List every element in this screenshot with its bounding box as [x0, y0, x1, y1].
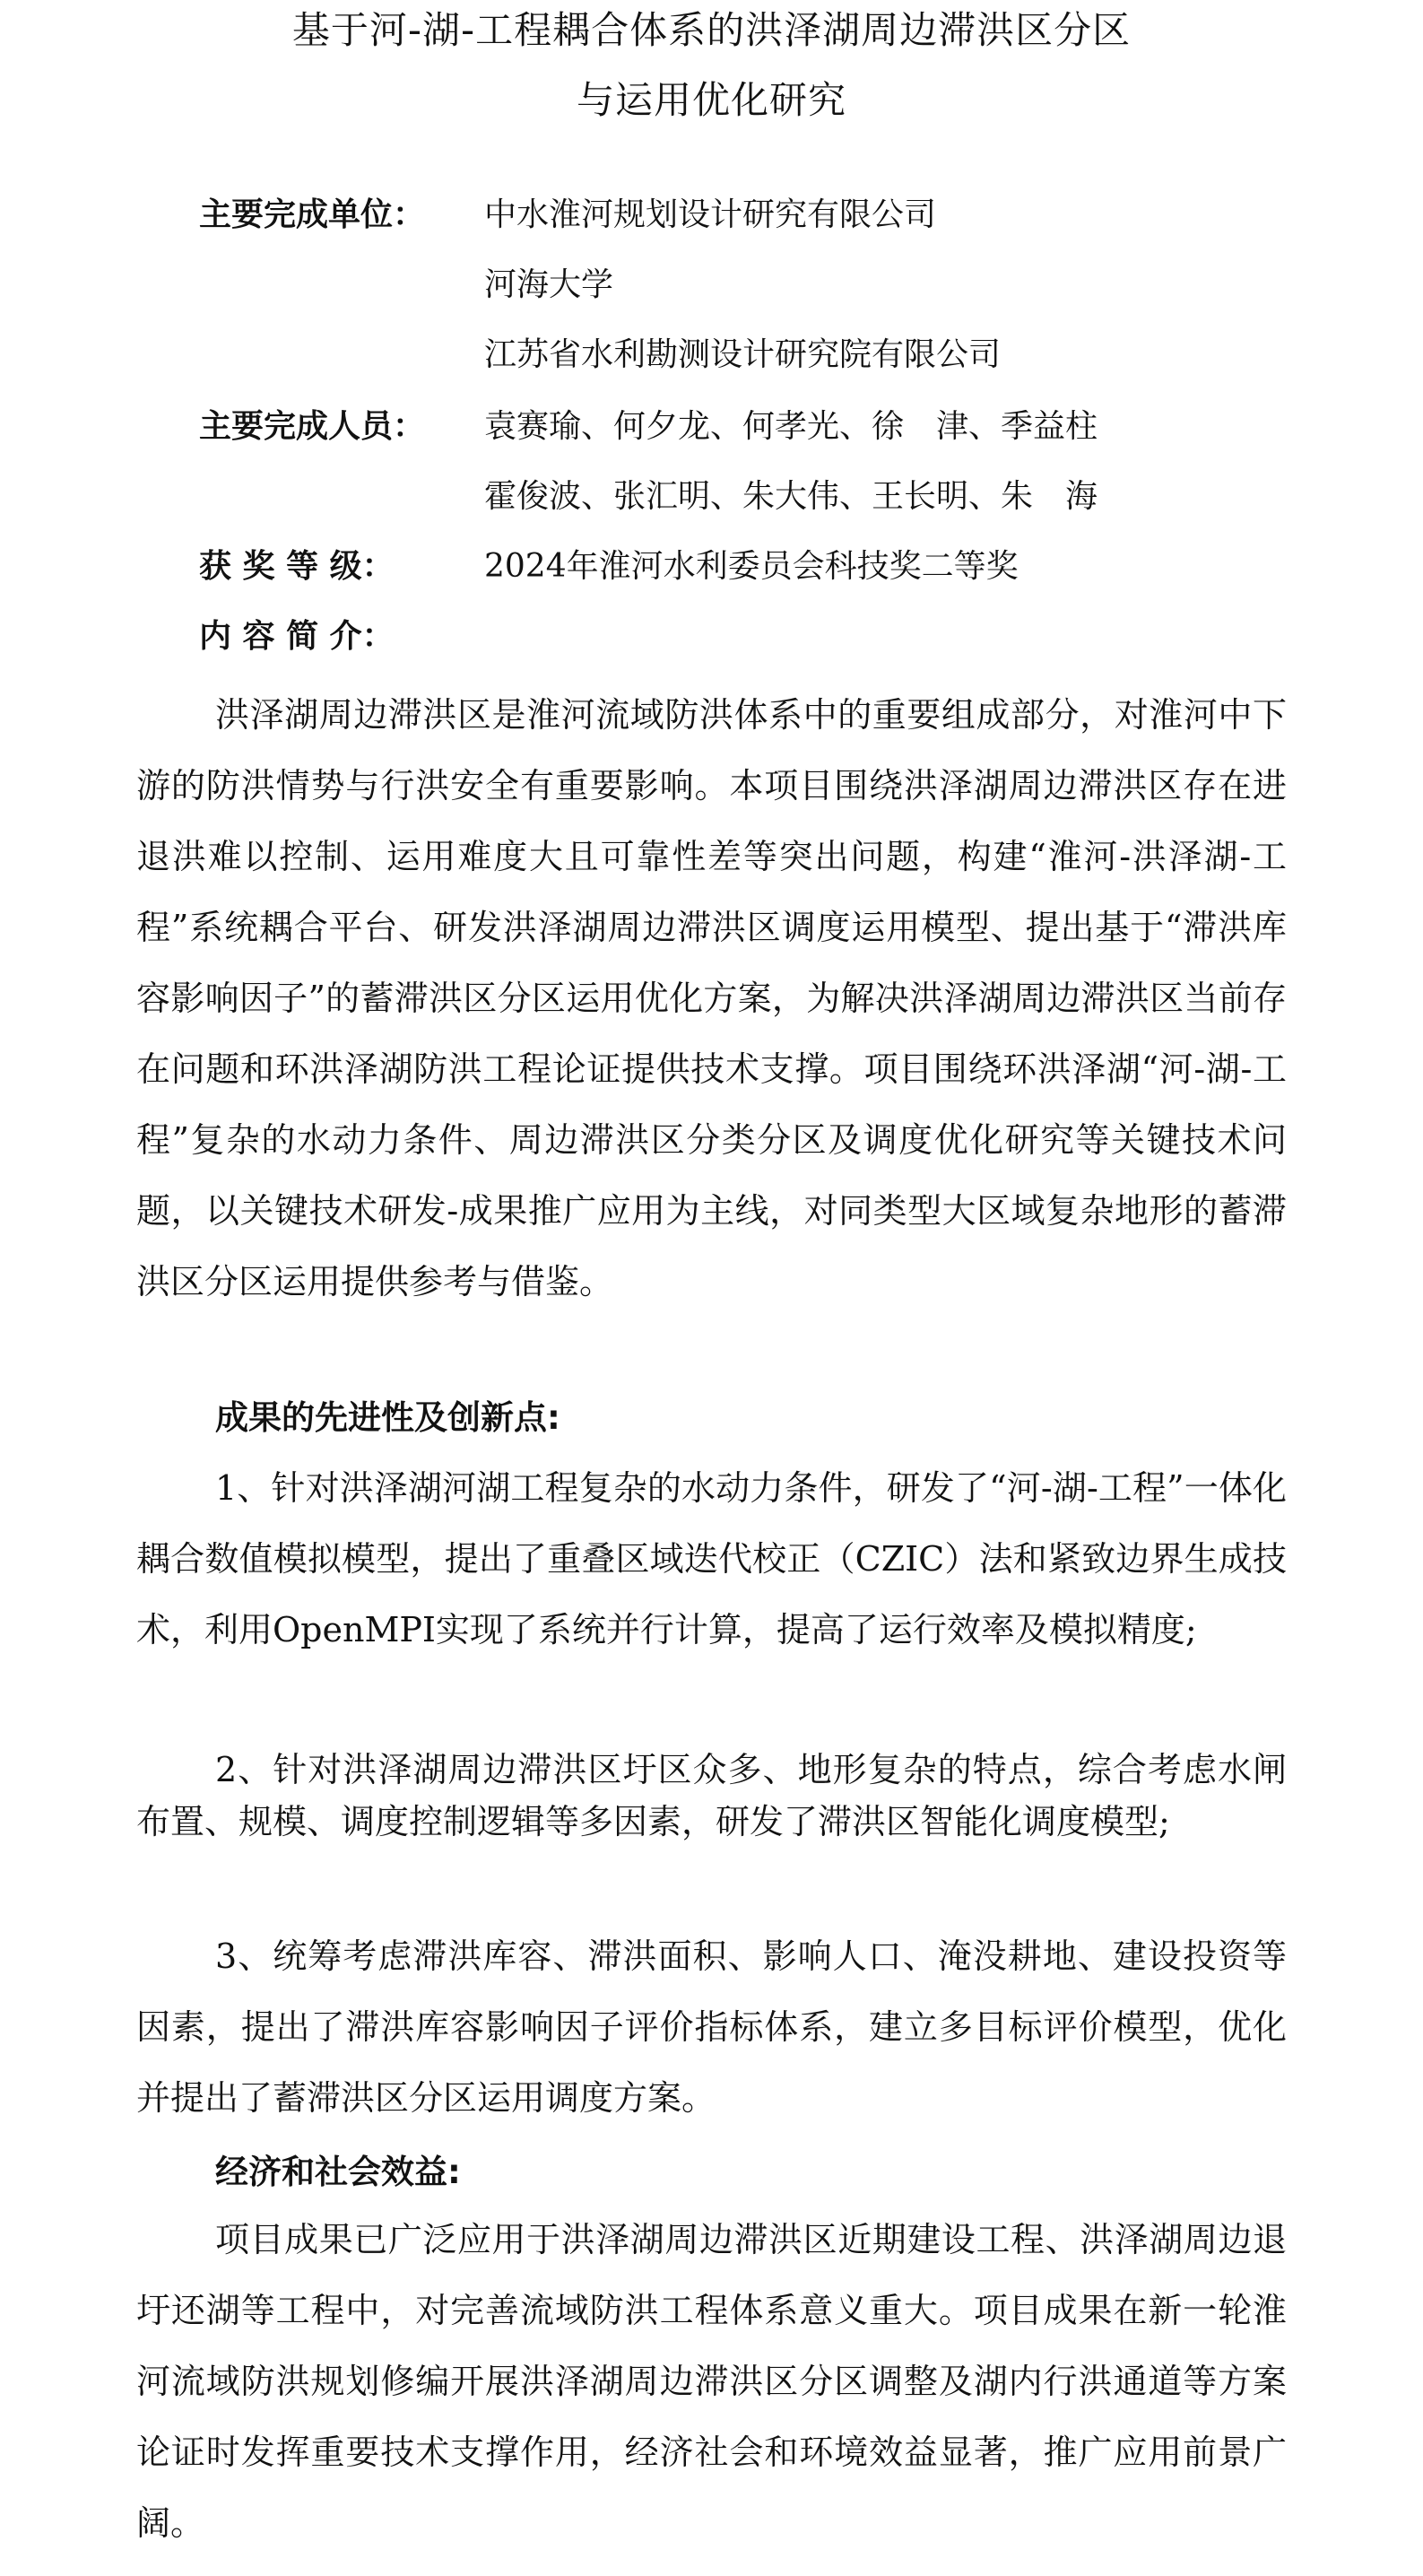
people-line: 袁赛瑜、何夕龙、何孝光、徐 津、季益柱	[484, 408, 1098, 445]
units-label: 主要完成单位：	[199, 196, 426, 233]
benefits-heading: 经济和社会效益:	[215, 2153, 461, 2191]
award-label: 获 奖 等 级：	[199, 548, 395, 585]
document-title-line2: 与运用优化研究	[576, 78, 846, 122]
summary-paragraph: 洪泽湖周边滞洪区是淮河流域防洪体系中的重要组成部分，对淮河中下游的防洪情势与行洪安全有重要影响。本项目围绕洪泽湖周边滞洪区存在进退洪难以控制、运用难度大且可靠性差等突出问题，构建“淮河-洪泽湖-工程”系统耦合平台、研发洪泽湖周边滞洪区调度运用模型、提出基于“滞洪库容影响因子”的蓄滞洪区分区运用优化方案，为解决洪泽湖周边滞洪区当前存在问题和环洪泽湖防洪工程论证提供技术支撑。项目围绕环洪泽湖“河-湖-工程”复杂的水动力条件、周边滞洪区分类分区及调度优化研究等关键技术问题，以关键技术研发-成果推广应用为主线，对同类型大区域复杂地形的蓄滞洪区分区运用提供参考与借鉴。	[136, 695, 1287, 1301]
unit-name: 河海大学	[484, 266, 614, 303]
unit-name: 中水淮河规划设计研究有限公司	[484, 196, 937, 233]
award-value: 2024年淮河水利委员会科技奖二等奖	[484, 548, 1019, 585]
unit-name: 江苏省水利勘测设计研究院有限公司	[484, 336, 1002, 373]
summary-label: 内 容 简 介：	[199, 618, 395, 655]
benefits-paragraph: 项目成果已广泛应用于洪泽湖周边滞洪区近期建设工程、洪泽湖周边退圩还湖等工程中，对完善流域防洪工程体系意义重大。项目成果在新一轮淮河流域防洪规划修编开展洪泽湖周边滞洪区分区调整及湖内行洪通道等方案论证时发挥重要技术支撑作用，经济社会和环境效益显著，推广应用前景广阔。	[136, 2220, 1287, 2543]
people-label: 主要完成人员：	[199, 408, 426, 445]
innovation-item: 2、针对洪泽湖周边滞洪区圩区众多、地形复杂的特点，综合考虑水闸布置、规模、调度控制逻辑等多因素，研发了滞洪区智能化调度模型;	[136, 1750, 1287, 1841]
innovation-item: 1、针对洪泽湖河湖工程复杂的水动力条件，研发了“河-湖-工程”一体化耦合数值模拟模型，提出了重叠区域迭代校正（CZIC）法和紧致边界生成技术，利用OpenMPI实现了系统并行计算，提高了运行效率及模拟精度;	[136, 1468, 1287, 1649]
innovation-item: 3、统筹考虑滞洪库容、滞洪面积、影响人口、淹没耕地、建设投资等因素，提出了滞洪库容影响因子评价指标体系，建立多目标评价模型，优化并提出了蓄滞洪区分区运用调度方案。	[136, 1936, 1287, 2118]
document-title-line1: 基于河-湖-工程耦合体系的洪泽湖周边滞洪区分区	[291, 8, 1132, 52]
innovation-heading: 成果的先进性及创新点:	[215, 1398, 560, 1437]
people-line: 霍俊波、张汇明、朱大伟、王长明、朱 海	[484, 478, 1098, 515]
